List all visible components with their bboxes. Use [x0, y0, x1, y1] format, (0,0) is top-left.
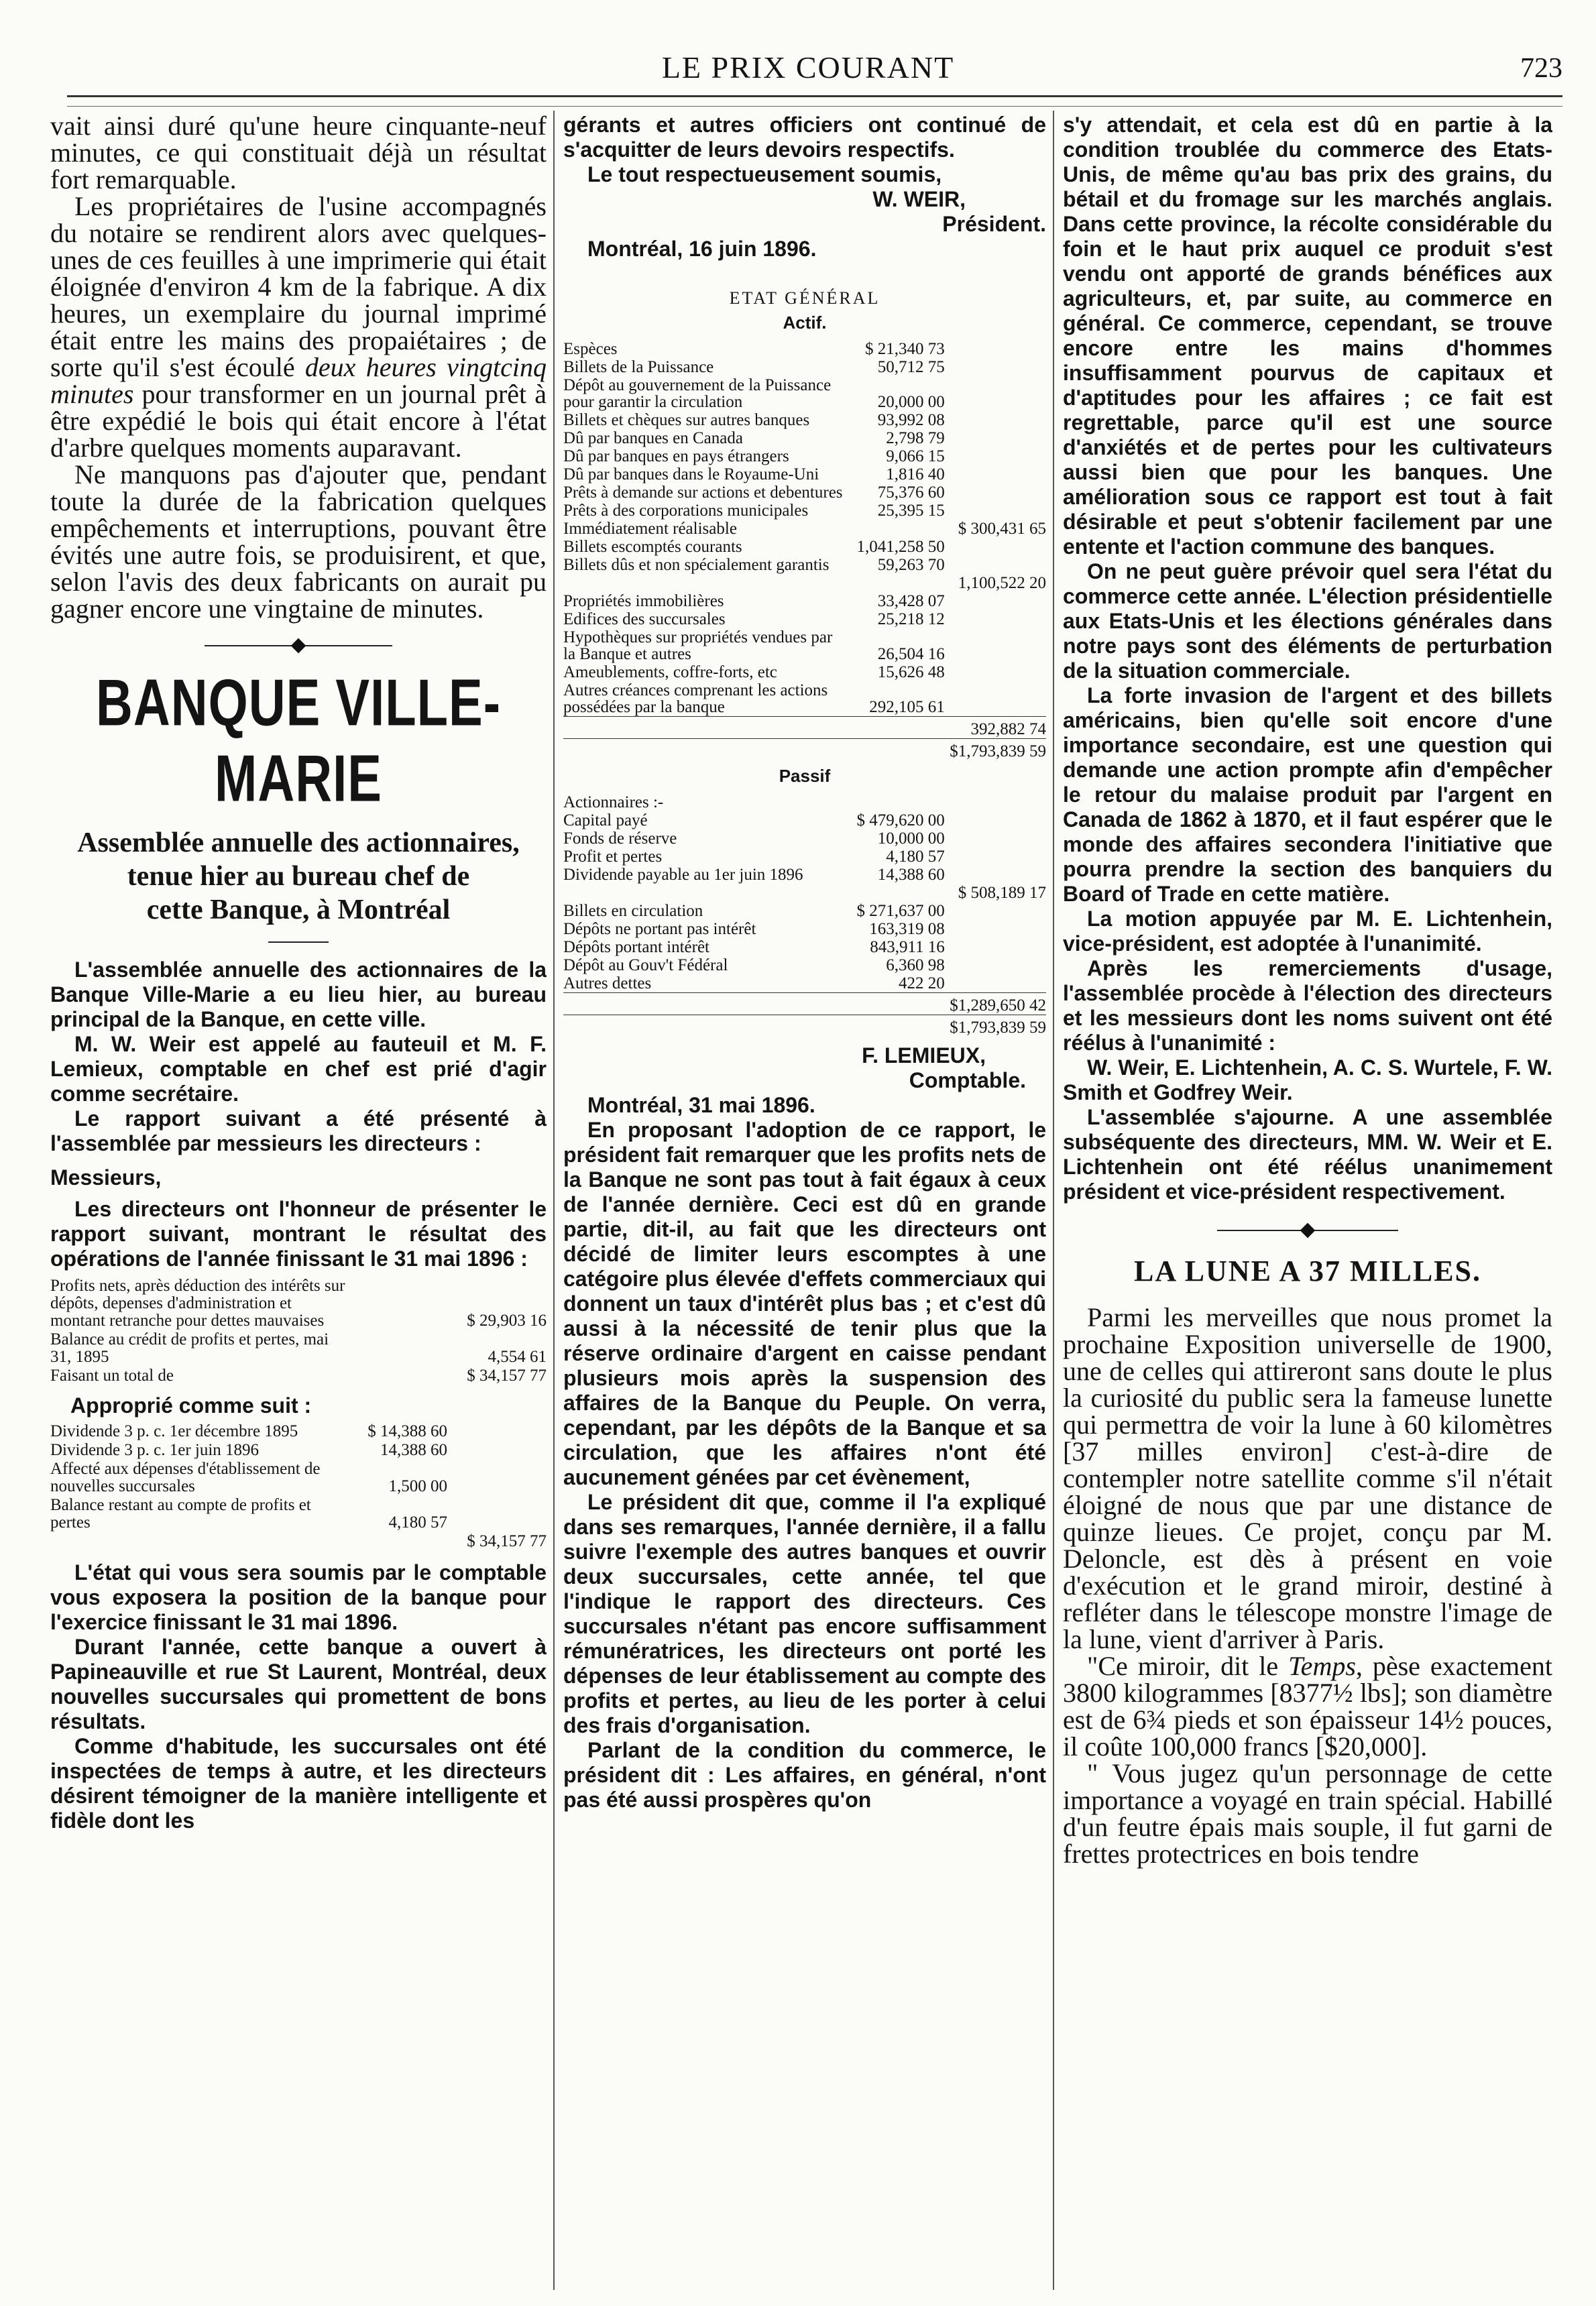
article-headline: LA LUNE A 37 MILLES. — [1133, 1255, 1482, 1287]
liabilities-table — [563, 793, 1046, 1037]
paragraph: Parlant de la condition du commerce, le président dit : Les affaires, en général, n'ont pas été aussi prospères qu'on — [563, 1738, 1046, 1812]
section-separator — [50, 636, 547, 656]
paragraph: On ne peut guère prévoir quel sera l'état du commerce cette année. L'élection présidentielle aux Etats-Unis et les élections générales dans notre pays sont des éléments de perturbation de la situation commerciale. — [1063, 559, 1552, 683]
table-row: Affecté aux dépenses d'établissement de nouvelles succursales 1,500 00 — [50, 1460, 447, 1495]
column-right — [1063, 113, 1552, 2292]
salutation: Messieurs, — [50, 1165, 162, 1190]
paragraph: Comme d'habitude, les succursales ont été inspectées de temps à autre, et les directeurs désirent témoigner de la manière intelligente et fidèle dont les — [50, 1734, 547, 1833]
paragraph: "Ce miroir, dit le Temps, pèse exactement 3800 kilogrammes [8377½ lbs]; son diamètre est de 6¾ pieds et son épaisseur 14½ pouces, il coûte 100,000 francs [$20,000]. — [1063, 1651, 1552, 1762]
paragraph: gérants et autres officiers ont continué de s'acquitter de leurs devoirs respectifs. — [563, 113, 1046, 162]
table-row: Autres créances comprenant les actions possédées par la banque 292,105 61 — [563, 681, 945, 716]
short-rule — [268, 941, 329, 943]
table-row: Edifices des succursales 25,218 12 — [563, 610, 945, 628]
table-row: Actionnaires :- — [563, 793, 664, 811]
section-label: Actif. — [783, 312, 827, 333]
paragraph: Ne manquons pas d'ajouter que, pendant toute la durée de la fabrication quelques empêchements et interruptions, pouvant être évités une autre fois, se produisirent, et que, selon l'avis des deux fabricants on aurait pu gagner encore une vingtaine de minutes. — [50, 459, 547, 624]
assets-table — [563, 340, 1046, 760]
signature-title: Comptable. — [909, 1068, 1026, 1092]
header-rule-thin — [67, 106, 1562, 107]
table-row: Autres dettes 422 20 — [563, 974, 945, 992]
page-number: 723 — [1520, 53, 1562, 84]
article-subhead: cette Banque, à Montréal — [146, 895, 451, 925]
article-subhead: Assemblée annuelle des actionnaires, — [77, 827, 520, 858]
article-headline: BANQUE VILLE-MARIE — [95, 666, 502, 816]
table-row: Balance au crédit de profits et pertes, mai 31, 1895 4,554 61 — [50, 1330, 547, 1366]
paragraph: Parmi les merveilles que nous promet la prochaine Exposition universelle de 1900, une de celles qui attireront sans doute le plus la curiosité du public sera la fameuse lunette qui permettra de voir la lune à 60 kilomètres [37 milles environ] c'est-à-dire de contempler notre satellite comme s'il n'était éloigné de nous que par une distance de quinze lieues. Ce projet, conçu par M. Deloncle, est dès à présent en voie d'exécution et le grand miroir, destiné à refléter dans le télescope monstre l'image de la lune, vient d'arriver à Paris. — [1063, 1302, 1552, 1654]
table-row: Billets dûs et non spécialement garantis 59,263 70 — [563, 556, 945, 574]
table-row: Profits nets, après déduction des intérêts sur dépôts, depenses d'administration et montant retranche pour dettes mauvaises $ 29,903 16 — [50, 1277, 547, 1330]
section-label: Passif — [779, 766, 831, 786]
paragraph: Après les remerciements d'usage, l'assemblée procède à l'élection des directeurs et les messieurs dont les noms suivent ont été réélus à l'unanimité : — [1063, 956, 1552, 1055]
paragraph: M. W. Weir est appelé au fauteuil et M. F. Lemieux, comptable en chef est prié d'agir comme secrétaire. — [50, 1032, 547, 1106]
statement-title: ETAT GÉNÉRAL — [729, 288, 880, 308]
table-row: $ 34,157 77 — [467, 1532, 547, 1550]
subheading: Approprié comme suit : — [70, 1393, 312, 1418]
table-row: Dépôts portant intérêt 843,911 16 — [563, 938, 945, 956]
table-row: Dépôt au Gouv't Fédéral 6,360 98 — [563, 956, 945, 974]
signature-title: Président. — [942, 212, 1046, 236]
table-row: $1,793,839 59 — [563, 739, 1046, 761]
paragraph: W. Weir, E. Lichtenhein, A. C. S. Wurtele, F. W. Smith et Godfrey Weir. — [1063, 1055, 1552, 1104]
paragraph: Les directeurs ont l'honneur de présenter le rapport suivant, montrant le résultat des opérations de l'année finissant le 31 mai 1896 : — [50, 1197, 547, 1271]
paragraph: " Vous jugez qu'un personnage de cette importance a voyagé en train spécial. Habillé d'un feutre épais mais souple, il fut garni de frettes protectrices en bois tendre — [1063, 1758, 1552, 1869]
paragraph: La forte invasion de l'argent et des billets américains, bien qu'elle soit encore d'une importance secondaire, est une question qui demande une action prompte afin d'empêcher le retour du malaise produit par l'argent en Canada de 1862 à 1870, et il faut espérer que le monde des affaires secondera l'initiative que pourra prendre la section des banquiers du Board of Trade en cette matière. — [1063, 683, 1552, 906]
header-rule — [67, 95, 1562, 97]
paragraph: Le tout respectueusement soumis, — [587, 162, 942, 186]
table-row: Dû par banques en Canada 2,798 79 — [563, 429, 945, 447]
paragraph: En proposant l'adoption de ce rapport, le président fait remarquer que les profits nets de la Banque ne sont pas tout à fait égaux à ceux de l'année dernière. Ceci est dû en grande partie, dit-il, au fait que les directeurs ont décidé de limiter leurs escomptes à une catégoire plus élevée d'effets commerciaux qui donnent un taux d'intérêt plus bas ; et c'est dû aussi à la nécessité de tenir plus que la réserve ordinaire d'argent en caisse pendant plusieurs mois après la suspension des affaires de la Banque du Peuple. On verra, cependant, par les dépôts de la Banque et sa circulation, que les affaires n'ont été aucunement génées par cet évènement, — [563, 1118, 1046, 1489]
column-divider — [1053, 111, 1054, 2290]
table-row: Fonds de réserve 10,000 00 — [563, 829, 945, 848]
table-row: Dépôts ne portant pas intérêt 163,319 08 — [563, 920, 945, 938]
table-row: Dividende 3 p. c. 1er décembre 1895 $ 14,388 60 — [50, 1422, 447, 1440]
italic-text: deux heures vingtcinq minutes — [50, 352, 547, 409]
table-row: $1,289,650 42 — [563, 993, 1046, 1015]
diamond-ornament-icon — [291, 638, 306, 654]
dateline: Montréal, 16 juin 1896. — [587, 237, 817, 261]
paragraph: Les propriétaires de l'usine accompagnés du notaire se rendirent alors avec quelques-unes de ces feuilles à une imprimerie qui était éloignée d'environ 4 km de la fabrique. A dix heures, un exemplaire du journal imprimé était entre les mains des propaiétaires ; de sorte qu'il s'est écoulé deux heures vingtcinq minutes pour transformer en un journal prêt à être expédié le bois qui était encore à l'état d'arbre quelques moments auparavant. — [50, 191, 547, 463]
profits-table — [50, 1277, 547, 1385]
italic-text: Temps — [1288, 1651, 1356, 1681]
paragraph: s'y attendait, et cela est dû en partie à la condition troublée du commerce des Etats-Unis, de même qu'au bas prix des grains, du bétail et du fromage sur les marchés anglais. Dans cette province, la récolte considérable du foin et le haut prix auquel ce produit s'est vendu ont apporté de grands bénéfices aux agriculteurs, et, par suite, au commerce en général. Ce commerce, cependant, se trouve encore entre les mains d'hommes insuffisamment pourvus de capitaux et d'aptitudes pour les affaires ; ce fait est regrettable, parce qu'il est une source d'anxiétés et de pertes pour les cultivateurs aussi bien que pour les banques. Une amélioration sous ce rapport est tout à fait désirable et peut s'obtenir facilement par une entente et l'action commune des banques. — [1063, 113, 1552, 559]
paragraph: L'assemblée s'ajourne. A une assemblée subséquente des directeurs, MM. W. Weir et E. Lichtenhein ont été réélus unanimement président et vice-président respectivement. — [1063, 1105, 1552, 1204]
table-row: Balance restant au compte de profits et pertes 4,180 57 — [50, 1496, 447, 1532]
paragraph: Le président dit que, comme il l'a expliqué dans ses remarques, l'année dernière, il a fallu suivre l'exemple des autres banques et ouvrir deux succursales, cette année, tel que l'indique le rapport des directeurs. Ces succursales n'étant pas encore suffisamment rémunératrices, les directeurs ont porté les dépenses de leur établissement au compte des profits et pertes, au lieu de les porter à celui des frais d'organisation. — [563, 1490, 1046, 1737]
page-header — [54, 47, 1562, 87]
diamond-ornament-icon — [1300, 1223, 1316, 1238]
signature-name: W. WEIR, — [872, 187, 966, 211]
table-row: Faisant un total de $ 34,157 77 — [50, 1367, 547, 1385]
running-title: LE PRIX COURANT — [661, 50, 955, 84]
table-row: $1,793,839 59 — [563, 1015, 1046, 1037]
paragraph: Durant l'année, cette banque a ouvert à Papineauville et rue St Laurent, Montréal, deux nouvelles succursales qui promettent de bons résultats. — [50, 1635, 547, 1733]
table-row: Dû par banques dans le Royaume-Uni 1,816 40 — [563, 465, 945, 483]
paragraph: L'état qui vous sera soumis par le comptable vous exposera la position de la banque pour l'exercice finissant le 31 mai 1896. — [50, 1560, 547, 1634]
table-row: $ 508,189 17 — [958, 884, 1046, 902]
table-row: Billets en circulation $ 271,637 00 — [563, 902, 945, 920]
table-row: Profit et pertes 4,180 57 — [563, 848, 945, 866]
table-row: Prêts à demande sur actions et debentures 75,376 60 — [563, 483, 945, 502]
paragraph: La motion appuyée par M. E. Lichtenhein, vice-président, est adoptée à l'unanimité. — [1063, 907, 1552, 956]
table-row: 392,882 74 — [563, 717, 1046, 739]
appropriation-table — [50, 1422, 547, 1551]
table-row: Espèces $ 21,340 73 — [563, 340, 945, 358]
article-subhead: tenue hier au bureau chef de — [127, 861, 470, 892]
table-row: Dividende payable au 1er juin 1896 14,388 60 — [563, 866, 945, 884]
table-row: Hypothèques sur propriétés vendues par la Banque et autres 26,504 16 — [563, 628, 945, 663]
table-row: Prêts à des corporations municipales 25,395 15 — [563, 502, 945, 520]
table-row: Dû par banques en pays étrangers 9,066 15 — [563, 447, 945, 465]
table-row: 1,100,522 20 — [958, 574, 1046, 592]
signature-name: F. LEMIEUX, — [862, 1043, 986, 1068]
column-middle — [563, 113, 1046, 2292]
section-separator — [1063, 1220, 1552, 1241]
column-divider — [553, 111, 555, 2290]
table-row: Dépôt au gouvernement de la Puissance pour garantir la circulation 20,000 00 — [563, 376, 945, 411]
paragraph: Le rapport suivant a été présenté à l'assemblée par messieurs les directeurs : — [50, 1106, 547, 1155]
table-row: Capital payé $ 479,620 00 — [563, 811, 945, 829]
table-row: Billets escomptés courants 1,041,258 50 — [563, 538, 945, 556]
dateline: Montréal, 31 mai 1896. — [587, 1093, 815, 1117]
table-row: Billets et chèques sur autres banques 93,992 08 — [563, 411, 945, 429]
paragraph: L'assemblée annuelle des actionnaires de la Banque Ville-Marie a eu lieu hier, au bureau principal de la Banque, en cette ville. — [50, 958, 547, 1031]
column-left — [50, 113, 547, 2292]
table-row: Propriétés immobilières 33,428 07 — [563, 592, 945, 610]
table-row: Ameublements, coffre-forts, etc 15,626 48 — [563, 663, 945, 681]
paragraph: vait ainsi duré qu'une heure cinquante-neuf minutes, ce qui constituait déjà un résultat fort remarquable. — [50, 113, 547, 194]
table-row: Dividende 3 p. c. 1er juin 1896 14,388 60 — [50, 1441, 447, 1459]
table-row: Billets de la Puissance 50,712 75 — [563, 358, 945, 376]
table-row: Immédiatement réalisable $ 300,431 65 — [563, 520, 1046, 538]
